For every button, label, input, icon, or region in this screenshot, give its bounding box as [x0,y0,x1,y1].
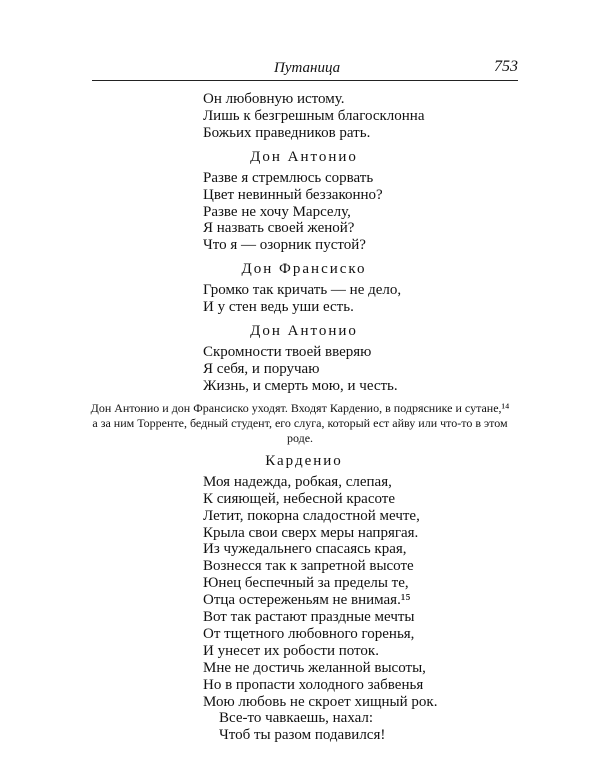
verse-line: Я назвать своей женой? [203,220,355,237]
verse-stanza [203,91,600,142]
verse-line: Лишь к безгрешным благосклонна [203,107,425,124]
verse-line: Божьих праведников рать. [203,124,371,141]
verse-line: Разве не хочу Марселу, [203,203,351,220]
page-body [0,91,600,744]
page-number: 753 [494,58,518,75]
speaker-name: Дон Антонио [250,148,358,165]
running-header [92,58,518,81]
verse-line: Моя надежда, робкая, слепая, [203,473,392,490]
verse-line: Чтоб ты разом подавился! [219,727,386,744]
verse-line: Разве я стремлюсь сорвать [203,169,374,186]
speaker-name: Дон Антонио [250,323,358,340]
verse-line: Но в пропасти холодного забвенья [203,676,424,693]
verse-line: Громко так кричать — не дело, [203,282,402,299]
stage-direction: Дон Антонио и дон Франсиско уходят. Входят Карденио, в подряснике и сутане,¹⁴ а за ним Торренте, бедный студент, его слуга, который ест айву или что-то в этом роде. [90,400,510,445]
verse-line: Я себя, и поручаю [203,360,320,377]
speaker-name: Карденио [265,452,343,469]
verse-line: Отца остереженьям не внимая.¹⁵ [203,592,411,609]
verse-line: Мою любовь не скроет хищный рок. [203,693,438,710]
verse-stanza [203,710,600,744]
verse-stanza [203,344,600,395]
verse-line: Юнец беспечный за пределы те, [203,575,409,592]
verse-stanza [203,474,600,711]
verse-line: К сияющей, небесной красоте [203,490,396,507]
verse-line: Из чужедальнего спасаясь края, [203,541,407,558]
verse-stanza [203,170,600,255]
verse-line: Что я — озорник пустой? [203,237,366,254]
speaker-name: Дон Франсиско [241,261,367,278]
verse-line: От тщетного любовного горенья, [203,625,415,642]
verse-line: И унесет их робости поток. [203,642,379,659]
verse-stanza [203,282,600,316]
verse-line: Крыла свои сверх меры напрягая. [203,524,419,541]
verse-line: Жизнь, и смерть мою, и честь. [203,377,398,394]
verse-line: Летит, покорна сладостной мечте, [203,507,420,524]
verse-line: Вознесся так к запретной высоте [203,558,414,575]
verse-line: Цвет невинный беззаконно? [203,186,383,203]
verse-line: Скромности твоей вверяю [203,344,372,361]
verse-line: Мне не достичь желанной высоты, [203,659,426,676]
running-title: Путаница [274,60,341,76]
verse-line: Вот так растают праздные мечты [203,609,415,626]
verse-line: И у стен ведь уши есть. [203,299,354,316]
verse-line: Все-то чавкаешь, нахал: [219,710,374,727]
verse-line: Он любовную истому. [203,91,345,107]
